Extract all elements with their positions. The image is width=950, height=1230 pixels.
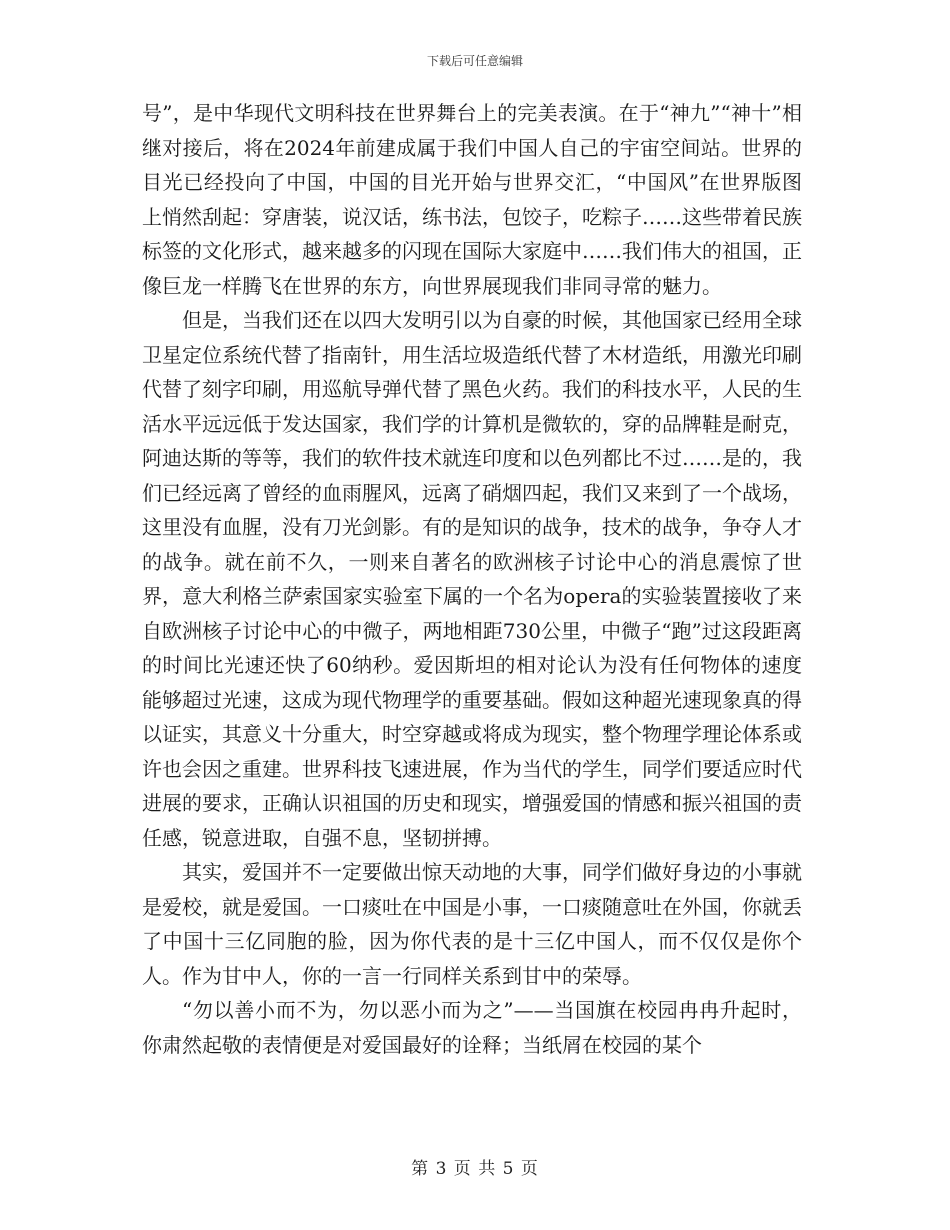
paragraph-1: 号”，是中华现代文明科技在世界舞台上的完美表演。在于“神九”“神十”相继对接后，将在2024年前建成属于我们中国人自己的宇宙空间站。世界的目光已经投向了中国，中国的目光开始与世界交汇，“中国风”在世界版图上悄然刮起：穿唐装，说汉话，练书法，包饺子，吃粽子……这些带着民族标签的文化形式，越来越多的闪现在国际大家庭中……我们伟大的祖国，正像巨龙一样腾飞在世界的东方，向世界展现我们非同寻常的魅力。 xyxy=(142,101,802,298)
page-number: 第 3 页 共 5 页 xyxy=(411,1159,539,1179)
document-body xyxy=(142,96,802,1062)
paragraph-2: 但是，当我们还在以四大发明引以为自豪的时候，其他国家已经用全球卫星定位系统代替了指南针，用生活垃圾造纸代替了木材造纸，用激光印刷代替了刻字印刷，用巡航导弹代替了黑色火药。我们的科技水平，人民的生活水平远远低于发达国家，我们学的计算机是微软的，穿的品牌鞋是耐克，阿迪达斯的等等，我们的软件技术就连印度和以色列都比不过……是的，我们已经远离了曾经的血雨腥风，远离了硝烟四起，我们又来到了一个战场，这里没有血腥，没有刀光剑影。有的是知识的战争，技术的战争，争夺人才的战争。就在前不久，一则来自著名的欧洲核子讨论中心的消息震惊了世界，意大利格兰萨索国家实验室下属的一个名为opera的实验装置接收了来自欧洲核子讨论中心的中微子，两地相距730公里，中微子“跑”过这段距离的时间比光速还快了60纳秒。爱因斯坦的相对论认为没有任何物体的速度能够超过光速，这成为现代物理学的重要基础。假如这种超光速现象真的得以证实，其意义十分重大，时空穿越或将成为现实，整个物理学理论体系或许也会因之重建。世界科技飞速进展，作为当代的学生，同学们要适应时代进展的要求，正确认识祖国的历史和现实，增强爱国的情感和振兴祖国的责任感，锐意进取，自强不息，坚韧拼搏。 xyxy=(142,308,802,850)
paragraph-3: 其实，爱国并不一定要做出惊天动地的大事，同学们做好身边的小事就是爱校，就是爱国。一口痰吐在中国是小事，一口痰随意吐在外国，你就丢了中国十三亿同胞的脸，因为你代表的是十三亿中国人，而不仅仅是你个人。作为甘中人，你的一言一行同样关系到甘中的荣辱。 xyxy=(142,860,802,988)
paragraph-4: “勿以善小而不为，勿以恶小而为之”——当国旗在校园冉冉升起时，你肃然起敬的表情便是对爱国最好的诠释；当纸屑在校园的某个 xyxy=(142,998,802,1057)
page-header-note: 下载后可任意编辑 xyxy=(426,54,523,68)
